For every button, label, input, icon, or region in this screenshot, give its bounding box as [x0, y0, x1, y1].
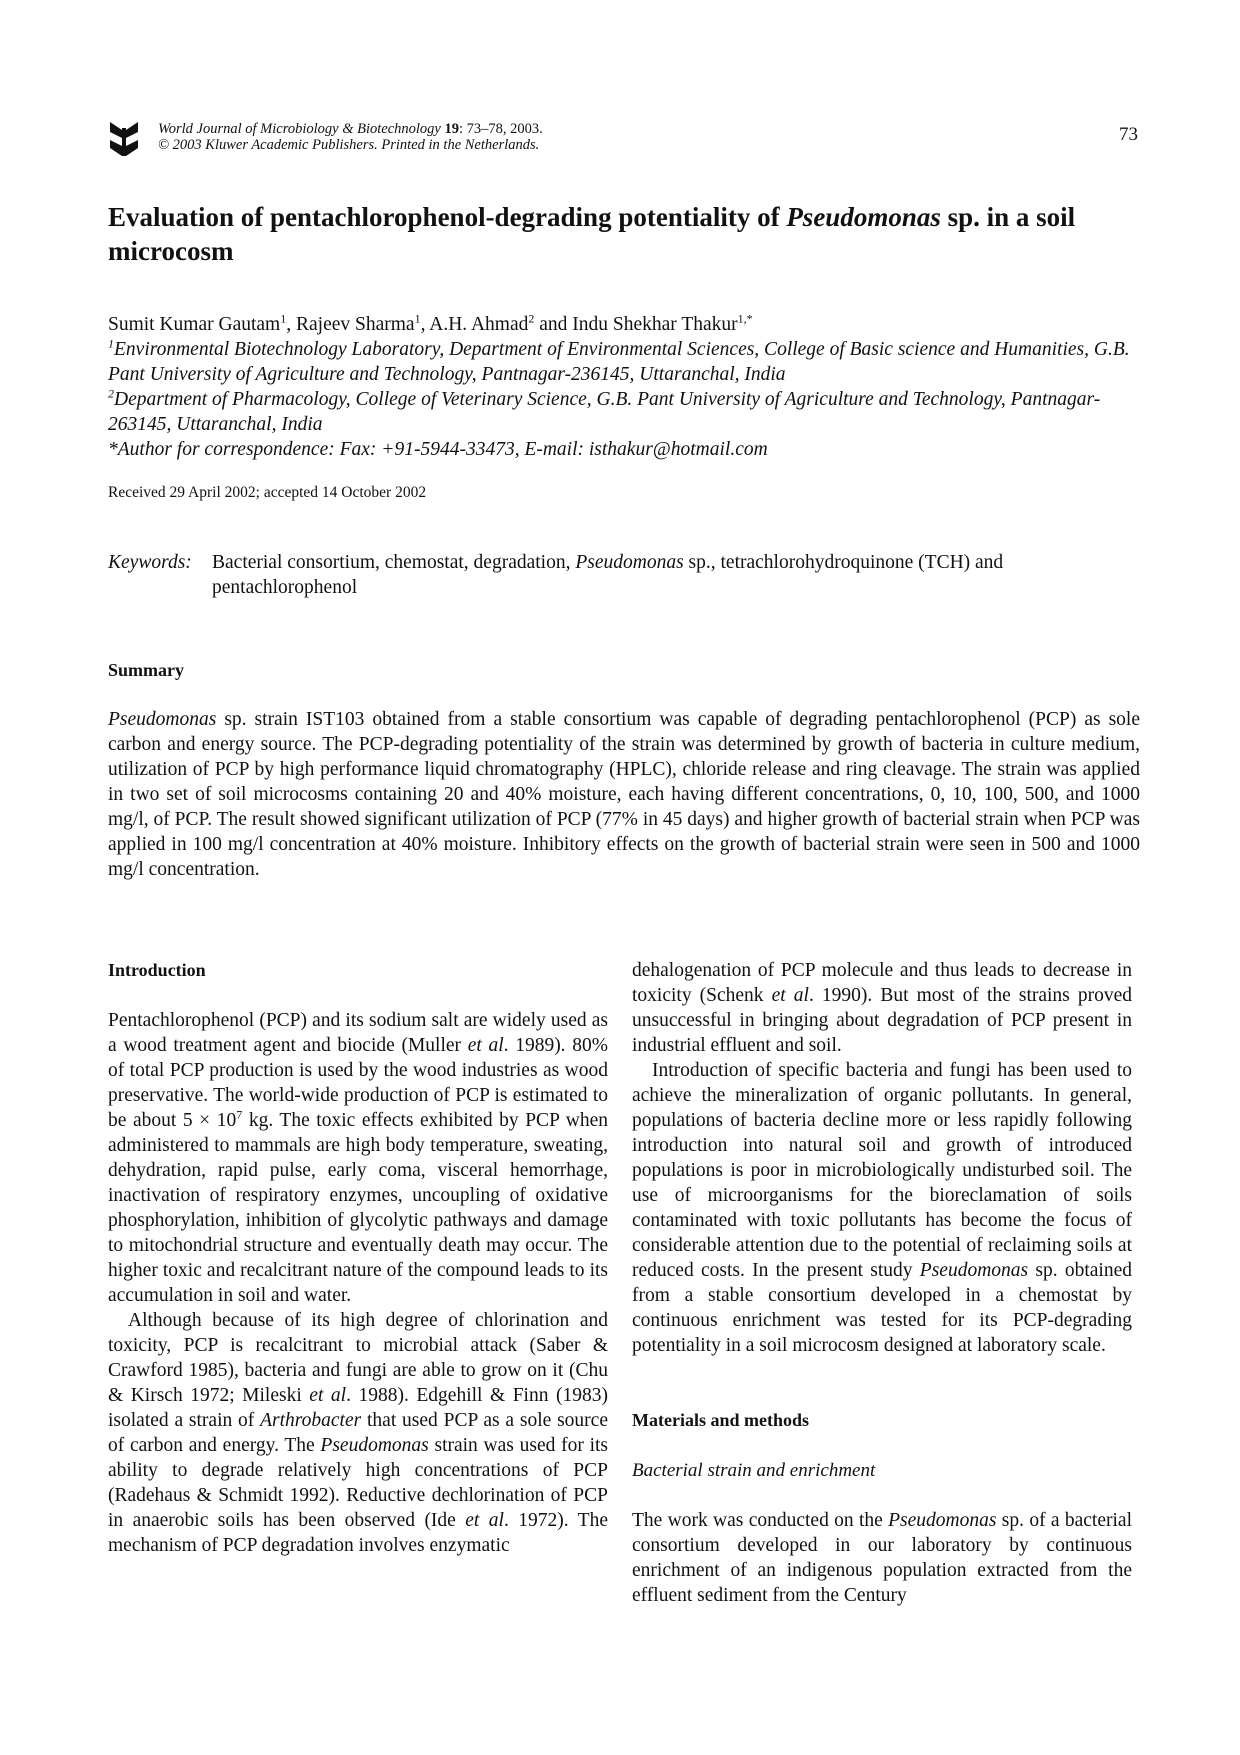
publisher-logo-icon [108, 120, 140, 158]
summary-heading: Summary [108, 660, 184, 680]
journal-name: World Journal of Microbiology & Biotechnology [158, 121, 441, 137]
author-block [108, 312, 1148, 462]
methods-paragraph-1: The work was conducted on the Pseudomonas sp. of a bacterial consortium developed in our laboratory by continuous enrichment of an indigenous population extracted from the effluent sediment from the Century [632, 1510, 1132, 1606]
methods-subheading: Bacterial strain and enrichment [632, 1460, 876, 1481]
author-list: Sumit Kumar Gautam$^1$, Rajeev Sharma$^1$, A.H. Ahmad$^2$ and Indu Shekhar Thakur$^{1,*}$ [108, 311, 753, 335]
page-number: 73 [1119, 124, 1138, 145]
affiliation-1: $^1$Environmental Biotechnology Laboratory, Department of Environmental Sciences, College of Basic science and Humanities, G.B. Pant University of Agriculture and Technology, Pantnagar-236145, Uttaranchal, India [108, 336, 1130, 385]
received-dates: Received 29 April 2002; accepted 14 October 2002 [108, 484, 427, 501]
intro-paragraph-1: Pentachlorophenol (PCP) and its sodium salt are widely used as a wood treatment agent and biocide (Muller et al. 1989). 80% of total PCP production is used by the wood industries as wood preservative. The world-wide production of PCP is estimated to be about $5 \times 10^7$ kg. The toxic effects exhibited by PCP when administered to mammals are high body temperature, sweating, dehydration, rapid pulse, early coma, visceral hemorrhage, inactivation of respiratory enzymes, uncoupling of oxidative phosphorylation, inhibition of glycolytic pathways and damage to mitochondrial structure and eventually death may occur. The higher toxic and recalcitrant nature of the compound leads to its accumulation in soil and water. [108, 1010, 608, 1306]
article-title: Evaluation of pentachlorophenol-degrading potentiality of Pseudomonas sp. in a soil microcosm [108, 202, 1076, 266]
intro-paragraph-3: dehalogenation of PCP molecule and thus leads to decrease in toxicity (Schenk et al. 1990). But most of the strains proved unsuccessful in bringing about degradation of PCP present in industrial effluent and soil. [632, 960, 1132, 1056]
intro-paragraph-2: Although because of its high degree of chlorination and toxicity, PCP is recalcitrant to microbial attack (Saber & Crawford 1985), bacteria and fungi are able to grow on it (Chu & Kirsch 1972; Mileski et al. 1988). Edgehill & Finn (1983) isolated a strain of Arthrobacter that used PCP as a sole source of carbon and energy. The Pseudomonas strain was used for its ability to degrade relatively high concentrations of PCP (Radehaus & Schmidt 1992). Reductive dechlorination of PCP in anaerobic soils has been observed (Ide et al. 1972). The mechanism of PCP degradation involves enzymatic [108, 1310, 608, 1556]
affiliation-2: $^2$Department of Pharmacology, College of Veterinary Science, G.B. Pant University of Agriculture and Technology, Pantnagar-263145, Uttaranchal, India [108, 386, 1101, 435]
right-column [632, 958, 1132, 1608]
journal-volume: 19 [444, 121, 459, 137]
journal-citation [158, 121, 543, 153]
keywords [108, 550, 1140, 600]
methods-heading: Materials and methods [632, 1410, 809, 1430]
journal-pages: : 73–78, 2003. [458, 121, 543, 137]
summary-text: Pseudomonas sp. strain IST103 obtained from a stable consortium was capable of degrading pentachlorophenol (PCP) as sole carbon and energy source. The PCP-degrading potentiality of the strain was determined by growth of bacteria in culture medium, utilization of PCP by high performance liquid chromatography (HPLC), chloride release and ring cleavage. The strain was applied in two set of soil microcosms containing 20 and 40% moisture, each having different concentrations, 0, 10, 100, 500, and 1000 mg/l, of PCP. The result showed significant utilization of PCP (77% in 45 days) and higher growth of bacterial strain when PCP was applied in 100 mg/l concentration at 40% moisture. Inhibitory effects on the growth of bacterial strain were seen in 500 and 1000 mg/l concentration. [108, 709, 1140, 880]
intro-paragraph-4: Introduction of specific bacteria and fungi has been used to achieve the mineralization of organic pollutants. In general, populations of bacteria decline more or less rapidly following introduction into natural soil and growth of introduced populations is poor in microbiologically undisturbed soil. The use of microorganisms for the bioreclamation of soils contaminated with toxic pollutants has become the focus of considerable attention due to the potential of reclaiming soils at reduced costs. In the present study Pseudomonas sp. obtained from a stable consortium developed in a chemostat by continuous enrichment was tested for its PCP-degrading potentiality in a soil microcosm designed at laboratory scale. [632, 1060, 1133, 1356]
left-column [108, 958, 608, 1558]
correspondence: *Author for correspondence: Fax: +91-5944-33473, E-mail: isthakur@hotmail.com [108, 439, 768, 460]
introduction-heading: Introduction [108, 960, 206, 980]
copyright-line: © 2003 Kluwer Academic Publishers. Printed in the Netherlands. [158, 137, 540, 153]
keywords-text: Bacterial consortium, chemostat, degradation, Pseudomonas sp., tetrachlorohydroquinone (TCH) and pentachlorophenol [212, 552, 1004, 598]
keywords-label: Keywords: [108, 552, 192, 573]
journal-header [108, 118, 1138, 162]
